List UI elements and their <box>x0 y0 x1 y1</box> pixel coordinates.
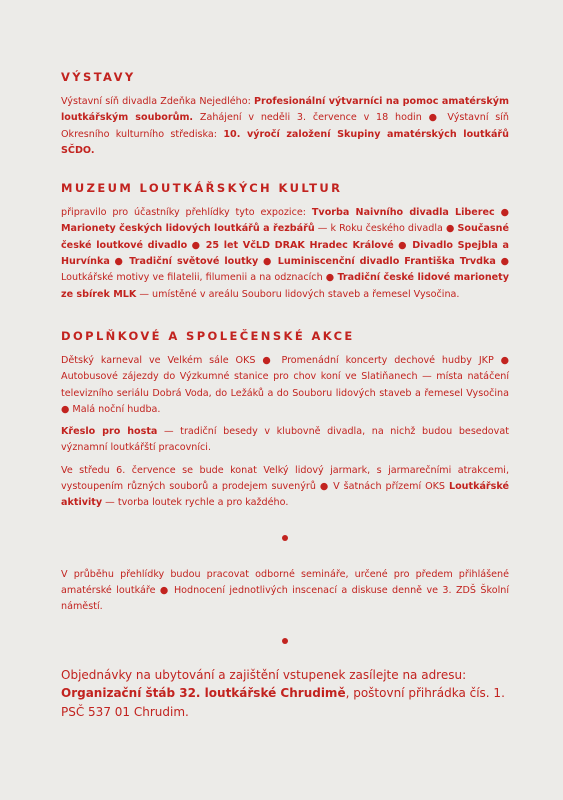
doplnkove-p1: Dětský karneval ve Velkém sále OKS ● Promenádní koncerty dechové hudby JKP ● Autobusové zájezdy do Výzkumné stanice pro chov koní ve Slatiňanech — místa natáčení televizního seriálu Dobrá Voda, do Ležáků a do Souboru lidových staveb a řemesel Vysočina ● Malá noční hudba. <box>61 354 509 415</box>
muzeum-b5: Divadlo Spejbla a Hurvínka <box>61 239 509 268</box>
vystavy-text-2: Zahájení v neděli 3. července v 18 hodin ● Výstavní síň Okresního kulturního střediska: <box>61 112 510 140</box>
vystavy-text-1: Výstavní síň divadla Zdeňka Nejedlého: <box>61 96 254 107</box>
seminare-text: V průběhu přehlídky budou pracovat odborné semináře, určené pro předem přihlášené amatérské loutkáře ● Hodnocení jednotlivých inscenací a diskuse denně ve 3. ZDŠ Školní náměstí. <box>61 568 509 613</box>
section-doplnkove <box>61 329 509 512</box>
muzeum-b2: Marionety českých lidových loutkářů a řezbářů <box>61 223 315 235</box>
heading-muzeum: MUZEUM LOUTKÁŘSKÝCH KULTUR <box>61 181 343 196</box>
doplnkove-p3 <box>61 463 509 512</box>
muzeum-text <box>61 205 509 303</box>
muzeum-t4: ● <box>187 239 206 251</box>
order-text <box>61 666 509 722</box>
section-muzeum <box>61 181 509 303</box>
doplnkove-p2-rest: — tradiční besedy v klubovně divadla, na nichž budou besedovat významní loutkářští pracovníci. <box>61 426 509 454</box>
muzeum-t8: ● Loutkářské motivy ve filatelii, filumenii a na odznacích ● <box>61 256 509 284</box>
section-vystavy <box>61 70 509 159</box>
vystavy-bold-2: 10. výročí založení Skupiny amatérských loutkářů SČDO. <box>61 128 509 156</box>
muzeum-b1: Tvorba Naivního divadla Liberec <box>311 207 495 219</box>
muzeum-t1: připravilo pro účastníky přehlídky tyto expozice: <box>61 207 312 219</box>
vystavy-text <box>61 94 509 159</box>
doplnkove-p3-text: Ve středu 6. července se bude konat Velký lidový jarmark, s jarmarečními atrakcemi, vystoupením různých souborů a prodejem suvenýrů ● V šatnách přízemí OKS <box>61 464 509 493</box>
muzeum-t7: ● <box>258 256 278 268</box>
order-t2: , poštovní přihrádka čís. 1. PSČ 537 01 Chrudim. <box>61 686 505 719</box>
page <box>61 70 509 721</box>
doplnkove-p2 <box>61 424 509 457</box>
muzeum-t5: ● <box>393 239 413 251</box>
muzeum-b4: 25 let VčLD DRAK Hradec Králové <box>205 239 394 251</box>
doplnkove-p3-bold: Loutkářské aktivity <box>61 481 509 509</box>
order-t1: Objednávky na ubytování a zajištění vstupenek zasílejte na adresu: <box>61 667 467 682</box>
muzeum-t3: — k Roku českého divadla ● <box>314 223 458 235</box>
muzeum-b3: Současné české loutkové divadlo <box>61 223 509 251</box>
muzeum-t9: — umístěné v areálu Souboru lidových staveb a řemesel Vysočina. <box>136 288 460 300</box>
muzeum-t2: ● <box>494 207 510 219</box>
bullet-separator-1 <box>282 535 288 541</box>
muzeum-b8: Tradiční české lidové marionety ze sbírek MLK <box>61 272 509 300</box>
muzeum-b7: Luminiscenční divadlo Františka Trvdka <box>277 256 496 268</box>
heading-doplnkove: DOPLŇKOVÉ A SPOLEČENSKÉ AKCE <box>61 328 355 343</box>
vystavy-bold-1: Profesionální výtvarníci na pomoc amatérským loutkářským souborům. <box>61 96 509 124</box>
doplnkove-p3-rest: — tvorba loutek rychle a pro každého. <box>102 497 289 509</box>
doplnkove-p2-bold: Křeslo pro hosta <box>61 426 158 438</box>
muzeum-t6: ● <box>109 256 130 268</box>
heading-vystavy: VÝSTAVY <box>61 70 136 84</box>
bullet-separator-2 <box>282 638 288 644</box>
muzeum-b6: Tradiční světové loutky <box>129 256 259 268</box>
order-bold: Organizační štáb 32. loutkářské Chrudimě <box>61 686 346 701</box>
